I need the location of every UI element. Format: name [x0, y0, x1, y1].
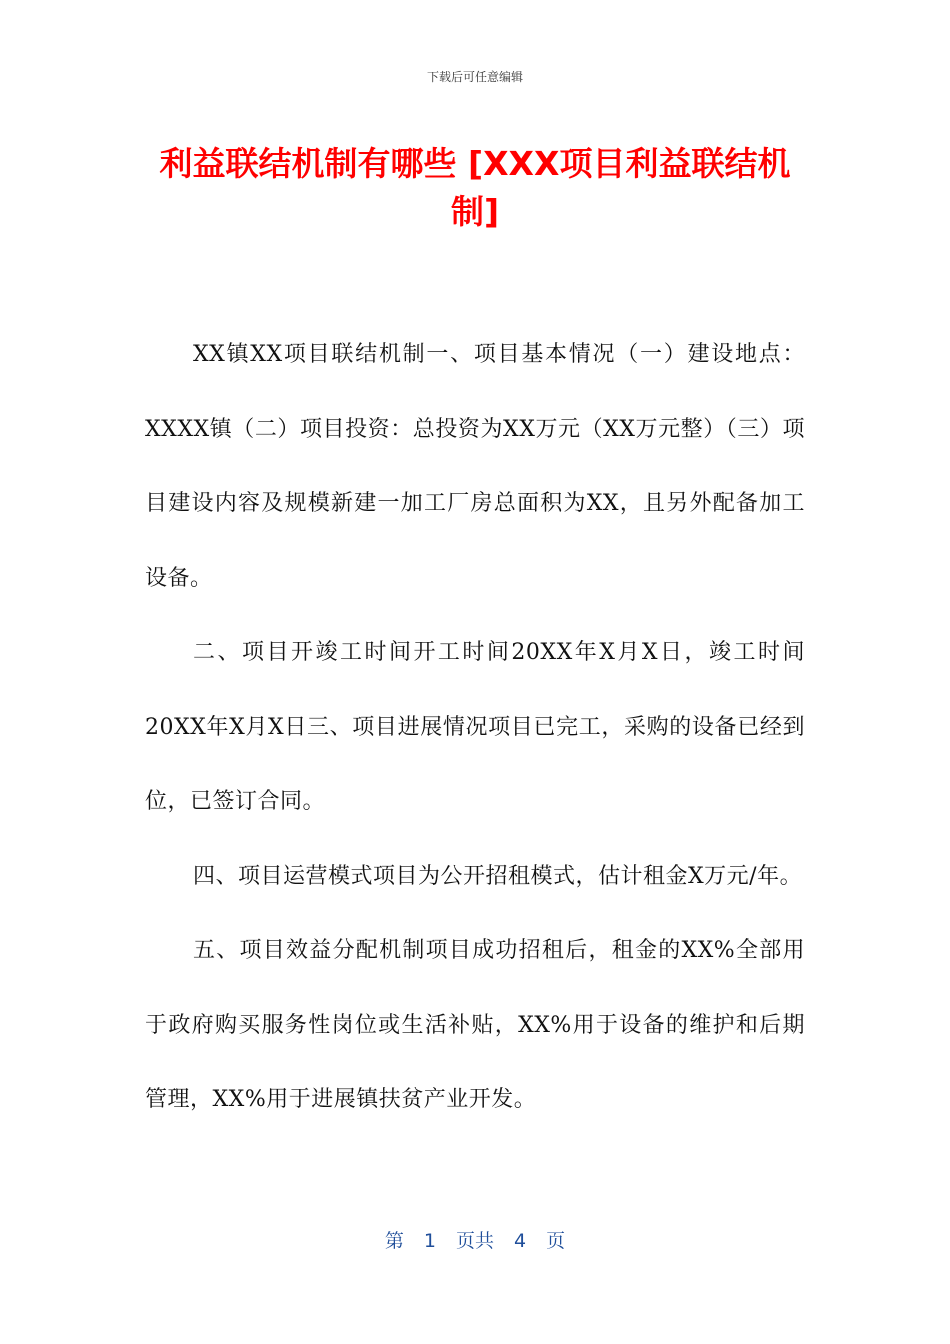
footer-current-page: 1: [423, 1230, 436, 1252]
document-body: [145, 318, 805, 1138]
header-note: 下载后可任意编辑: [426, 70, 523, 84]
document-title: 利益联结机制有哪些 [XXX项目利益联结机制]: [159, 144, 791, 231]
footer-prefix: 第: [384, 1230, 404, 1252]
paragraph-operation-mode: 四、项目运营模式项目为公开招租模式，估计租金X万元/年。: [193, 863, 803, 889]
footer-suffix: 页: [546, 1230, 566, 1252]
paragraph-project-overview: XX镇XX项目联结机制一、项目基本情况（一）建设地点：XXXX镇（二）项目投资：总投资为XX万元（XX万元整）（三）项目建设内容及规模新建一加工厂房总面积为XX，且另外配备加工设备。: [145, 342, 805, 591]
page-footer: [0, 1226, 950, 1253]
paragraph-benefit-distribution: 五、项目效益分配机制项目成功招租后，租金的XX%全部用于政府购买服务性岗位或生活补贴，XX%用于设备的维护和后期管理，XX%用于进展镇扶贫产业开发。: [145, 938, 805, 1112]
paragraph-schedule: 二、项目开竣工时间开工时间20XX年X月X日，竣工时间20XX年X月X日三、项目进展情况项目已完工，采购的设备已经到位，已签订合同。: [145, 640, 805, 814]
footer-total-pages: 4: [514, 1230, 527, 1252]
footer-mid: 页共: [455, 1230, 494, 1252]
